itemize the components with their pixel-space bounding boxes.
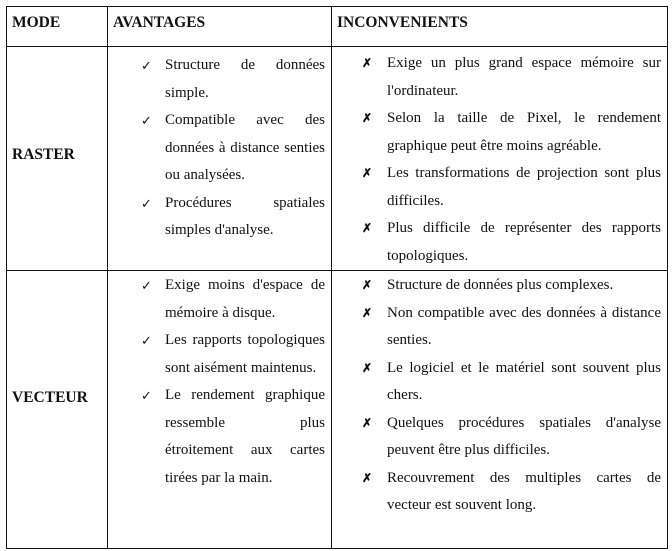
cross-mark-icon: ✗ bbox=[362, 56, 373, 70]
avantages-list bbox=[108, 47, 331, 245]
list-item: ✗ Plus difficile de représenter des rapports topologiques. bbox=[387, 215, 661, 270]
avantages-cell bbox=[108, 271, 332, 549]
inconvenients-cell bbox=[332, 271, 668, 549]
list-item: ✓ Compatible avec des données à distance senties ou analysées. bbox=[165, 107, 325, 190]
list-item: ✓ Le rendement graphique ressemble plus étroitement aux cartes tirées par la main. bbox=[165, 382, 325, 492]
cross-mark-icon: ✗ bbox=[362, 305, 373, 320]
list-item: ✓ Structure de données simple. bbox=[165, 52, 325, 107]
list-item: ✗ Selon la taille de Pixel, le rendement graphique peut être moins agréable. bbox=[387, 105, 661, 160]
list-item: ✗ Non compatible avec des données à distance senties. bbox=[387, 300, 661, 355]
header-mode: MODE bbox=[7, 7, 108, 47]
cross-mark-icon: ✗ bbox=[362, 470, 373, 485]
inconvenients-cell bbox=[332, 47, 668, 271]
list-item: ✓ Exige moins d'espace de mémoire à disque. bbox=[165, 272, 325, 327]
list-item: ✗ Quelques procédures spatiales d'analyse peuvent être plus difficiles. bbox=[387, 410, 661, 465]
cross-mark-icon: ✗ bbox=[362, 111, 373, 125]
row-vecteur bbox=[7, 271, 668, 549]
header-avantages: AVANTAGES bbox=[108, 7, 332, 47]
check-mark-icon: ✓ bbox=[141, 388, 152, 403]
inconvenients-list bbox=[332, 271, 667, 520]
comparison-table bbox=[6, 6, 668, 549]
mode-label: RASTER bbox=[12, 145, 75, 163]
cross-mark-icon: ✗ bbox=[362, 166, 373, 180]
list-item: ✗ Structure de données plus complexes. bbox=[387, 272, 661, 300]
list-item: ✗ Les transformations de projection sont plus difficiles. bbox=[387, 160, 661, 215]
check-mark-icon: ✓ bbox=[141, 58, 152, 73]
check-mark-icon: ✓ bbox=[141, 278, 152, 293]
avantages-list bbox=[108, 271, 331, 492]
row-raster bbox=[7, 47, 668, 271]
header-inconvenients: INCONVENIENTS bbox=[332, 7, 668, 47]
header-row bbox=[7, 7, 668, 47]
cross-mark-icon: ✗ bbox=[362, 360, 373, 375]
inconvenients-list bbox=[332, 47, 667, 270]
check-mark-icon: ✓ bbox=[141, 113, 152, 128]
list-item: ✗ Exige un plus grand espace mémoire sur l'ordinateur. bbox=[387, 50, 661, 105]
list-item: ✗ Le logiciel et le matériel sont souvent plus chers. bbox=[387, 355, 661, 410]
mode-label: VECTEUR bbox=[12, 388, 88, 406]
check-mark-icon: ✓ bbox=[141, 333, 152, 348]
cross-mark-icon: ✗ bbox=[362, 415, 373, 430]
check-mark-icon: ✓ bbox=[141, 195, 152, 211]
cross-mark-icon: ✗ bbox=[362, 278, 373, 292]
cross-mark-icon: ✗ bbox=[362, 221, 373, 235]
list-item: ✓ Procédures spatiales simples d'analyse. bbox=[165, 190, 325, 245]
list-item: ✓ Les rapports topologiques sont aisément maintenus. bbox=[165, 327, 325, 382]
avantages-cell bbox=[108, 47, 332, 271]
list-item: ✗ Recouvrement des multiples cartes de vecteur est souvent long. bbox=[387, 465, 661, 520]
